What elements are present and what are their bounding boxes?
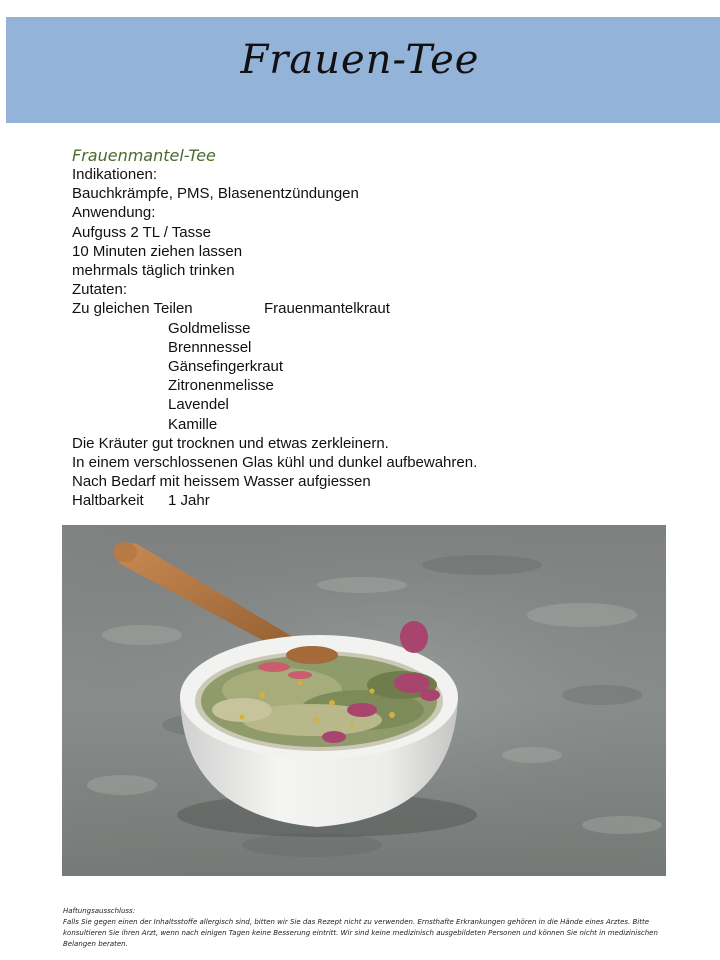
shelf-life-row — [72, 491, 672, 510]
instruction-line: Nach Bedarf mit heissem Wasser aufgiessen — [72, 473, 371, 491]
ingredients-first-row — [72, 299, 672, 318]
ingredients-label: Zutaten: — [72, 281, 128, 299]
ingredient-item: Goldmelisse — [168, 319, 251, 337]
shelf-life-label: Haltbarkeit — [72, 492, 144, 510]
application-step: mehrmals täglich trinken — [72, 262, 235, 280]
tea-photo — [62, 525, 666, 876]
shelf-life-value: 1 Jahr — [168, 492, 210, 510]
disclaimer-title: Haftungsausschluss: — [63, 907, 136, 915]
application-step: 10 Minuten ziehen lassen — [72, 242, 243, 260]
ingredient-item: Lavendel — [168, 396, 229, 414]
application-step: Aufguss 2 TL / Tasse — [72, 223, 211, 241]
ingredient-item: Kamille — [168, 415, 218, 433]
ingredient-item: Gänsefingerkraut — [168, 358, 284, 376]
page-title: Frauen-Tee — [240, 37, 480, 83]
indications-text: Bauchkrämpfe, PMS, Blasenentzündungen — [72, 185, 359, 203]
application-label: Anwendung: — [72, 204, 156, 222]
disclaimer — [63, 906, 663, 950]
ingredient-item: Brennnessel — [168, 338, 252, 356]
ingredient-item: Zitronenmelisse — [168, 377, 274, 395]
equal-parts-label: Zu gleichen Teilen — [72, 300, 193, 318]
recipe-content — [72, 146, 672, 511]
indications-label: Indikationen: — [72, 166, 158, 183]
ingredient-item: Frauenmantelkraut — [264, 300, 390, 318]
instruction-line: In einem verschlossenen Glas kühl und dunkel aufbewahren. — [72, 454, 478, 472]
recipe-subtitle: Frauenmantel-Tee — [72, 146, 216, 165]
instruction-line: Die Kräuter gut trocknen und etwas zerkleinern. — [72, 434, 389, 452]
disclaimer-text: Falls Sie gegen einen der Inhaltsstoffe allergisch sind, bitten wir Sie das Rezept nicht zu verwenden. Ernsthafte Erkrankungen gehören in die Hände eines Arztes. Bitte konsultieren Sie ihren Arzt, wenn nach einigen Tagen keine Besserung eintritt. Wir sind keine medizinisch ausgebildeten Personen und können Sie nicht in medizinischen Belangen beraten. — [63, 918, 658, 948]
